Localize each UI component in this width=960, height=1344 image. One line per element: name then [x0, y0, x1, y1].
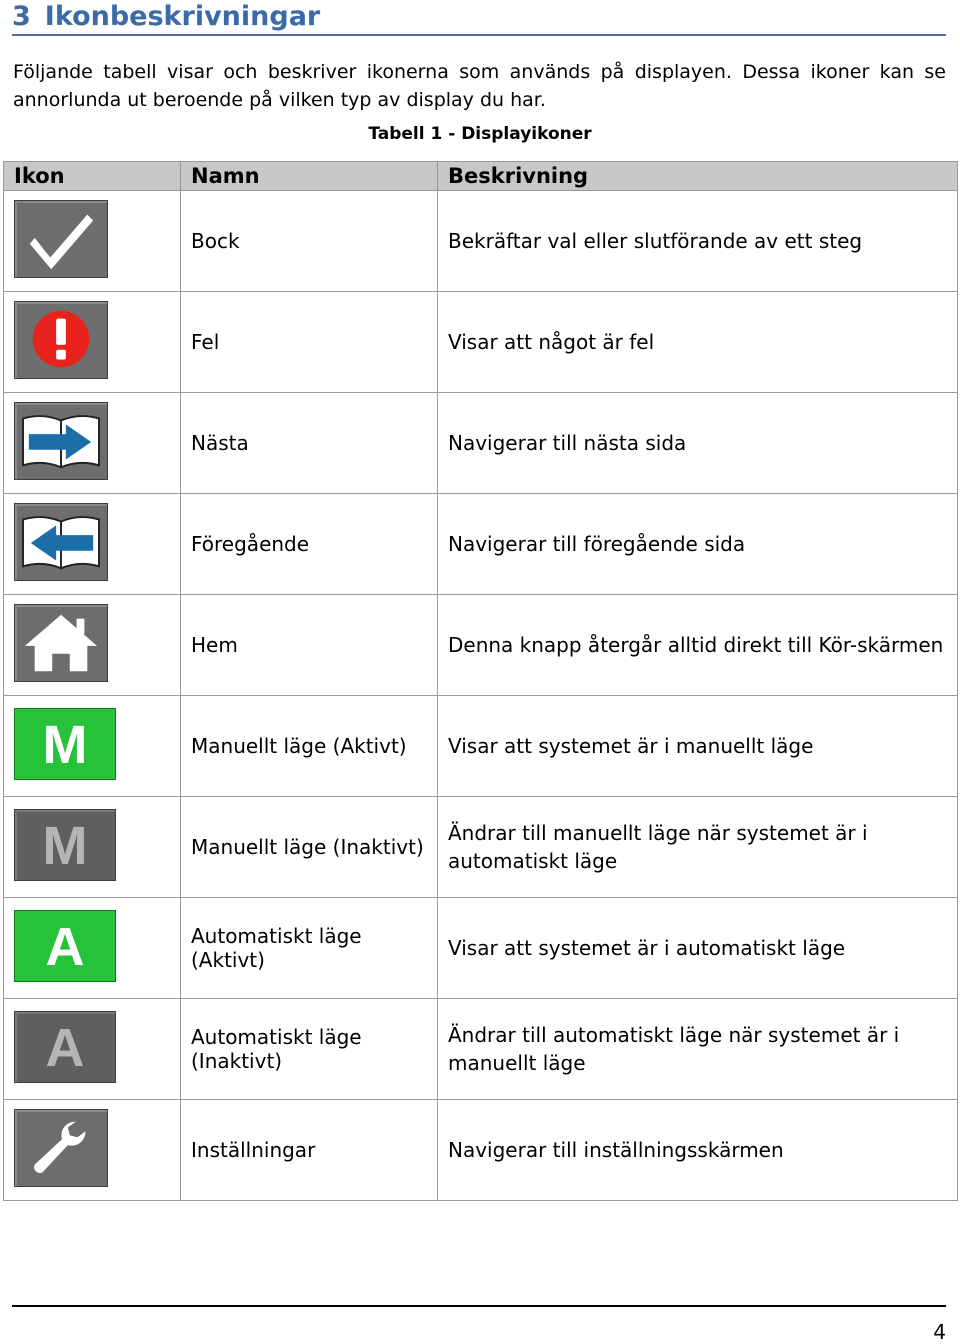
- icon-name: Automatiskt läge (Inaktivt): [181, 999, 438, 1100]
- icon-letter: M: [42, 815, 88, 876]
- error-icon: [14, 301, 108, 379]
- icon-cell: [4, 898, 181, 999]
- icon-description: Visar att systemet är i automatiskt läge: [438, 898, 958, 999]
- icon-description: Navigerar till föregående sida: [438, 494, 958, 595]
- settings-wrench-icon: [14, 1109, 108, 1187]
- section-number: 3: [12, 1, 31, 32]
- icon-name: Föregående: [181, 494, 438, 595]
- icon-cell: [4, 999, 181, 1100]
- manual-mode-active-icon: [14, 708, 116, 780]
- previous-page-icon: [14, 503, 108, 581]
- header-icon: Ikon: [4, 162, 181, 191]
- icon-description: Navigerar till inställningsskärmen: [438, 1100, 958, 1201]
- table-header-row: [4, 162, 958, 191]
- icon-name: Automatiskt läge (Aktivt): [181, 898, 438, 999]
- page-number: 4: [933, 1320, 946, 1344]
- icon-name: Bock: [181, 191, 438, 292]
- icon-cell: [4, 393, 181, 494]
- section-title: Ikonbeskrivningar: [44, 1, 321, 32]
- icon-name: Fel: [181, 292, 438, 393]
- icon-cell: [4, 191, 181, 292]
- icon-description: Visar att något är fel: [438, 292, 958, 393]
- icon-letter: A: [45, 916, 85, 977]
- footer-divider: [12, 1305, 946, 1307]
- table-row: [4, 797, 958, 898]
- icon-name: Inställningar: [181, 1100, 438, 1201]
- icon-description: Bekräftar val eller slutförande av ett steg: [438, 191, 958, 292]
- auto-mode-active-icon: [14, 910, 116, 982]
- table-row: [4, 898, 958, 999]
- icon-description: Denna knapp återgår alltid direkt till Kör-skärmen: [438, 595, 958, 696]
- home-icon: [14, 604, 108, 682]
- table-row: [4, 696, 958, 797]
- icon-description: Navigerar till nästa sida: [438, 393, 958, 494]
- icon-letter: M: [42, 714, 88, 775]
- table-row: [4, 292, 958, 393]
- icon-name: Manuellt läge (Inaktivt): [181, 797, 438, 898]
- icon-cell: [4, 696, 181, 797]
- checkmark-icon: [14, 200, 108, 278]
- table-row: [4, 999, 958, 1100]
- header-name: Namn: [181, 162, 438, 191]
- icon-description: Visar att systemet är i manuellt läge: [438, 696, 958, 797]
- icon-cell: [4, 1100, 181, 1201]
- section-heading: [12, 0, 946, 36]
- next-page-icon: [14, 402, 108, 480]
- icon-table: [3, 161, 958, 1201]
- table-row: [4, 494, 958, 595]
- icon-name: Hem: [181, 595, 438, 696]
- table-row: [4, 1100, 958, 1201]
- table-row: [4, 393, 958, 494]
- table-caption: Tabell 1 - Displayikoner: [368, 124, 592, 144]
- auto-mode-inactive-icon: [14, 1011, 116, 1083]
- icon-cell: [4, 797, 181, 898]
- icon-name: Manuellt läge (Aktivt): [181, 696, 438, 797]
- icon-name: Nästa: [181, 393, 438, 494]
- header-description: Beskrivning: [438, 162, 958, 191]
- manual-mode-inactive-icon: [14, 809, 116, 881]
- icon-cell: [4, 292, 181, 393]
- icon-cell: [4, 494, 181, 595]
- table-row: [4, 191, 958, 292]
- icon-cell: [4, 595, 181, 696]
- icon-description: Ändrar till manuellt läge när systemet är i automatiskt läge: [438, 797, 958, 898]
- table-row: [4, 595, 958, 696]
- icon-letter: A: [45, 1017, 85, 1078]
- intro-paragraph: Följande tabell visar och beskriver ikonerna som används på displayen. Dessa ikoner kan se annorlunda ut beroende på vilken typ av display du har.: [13, 61, 946, 111]
- icon-description: Ändrar till automatiskt läge när systemet är i manuellt läge: [438, 999, 958, 1100]
